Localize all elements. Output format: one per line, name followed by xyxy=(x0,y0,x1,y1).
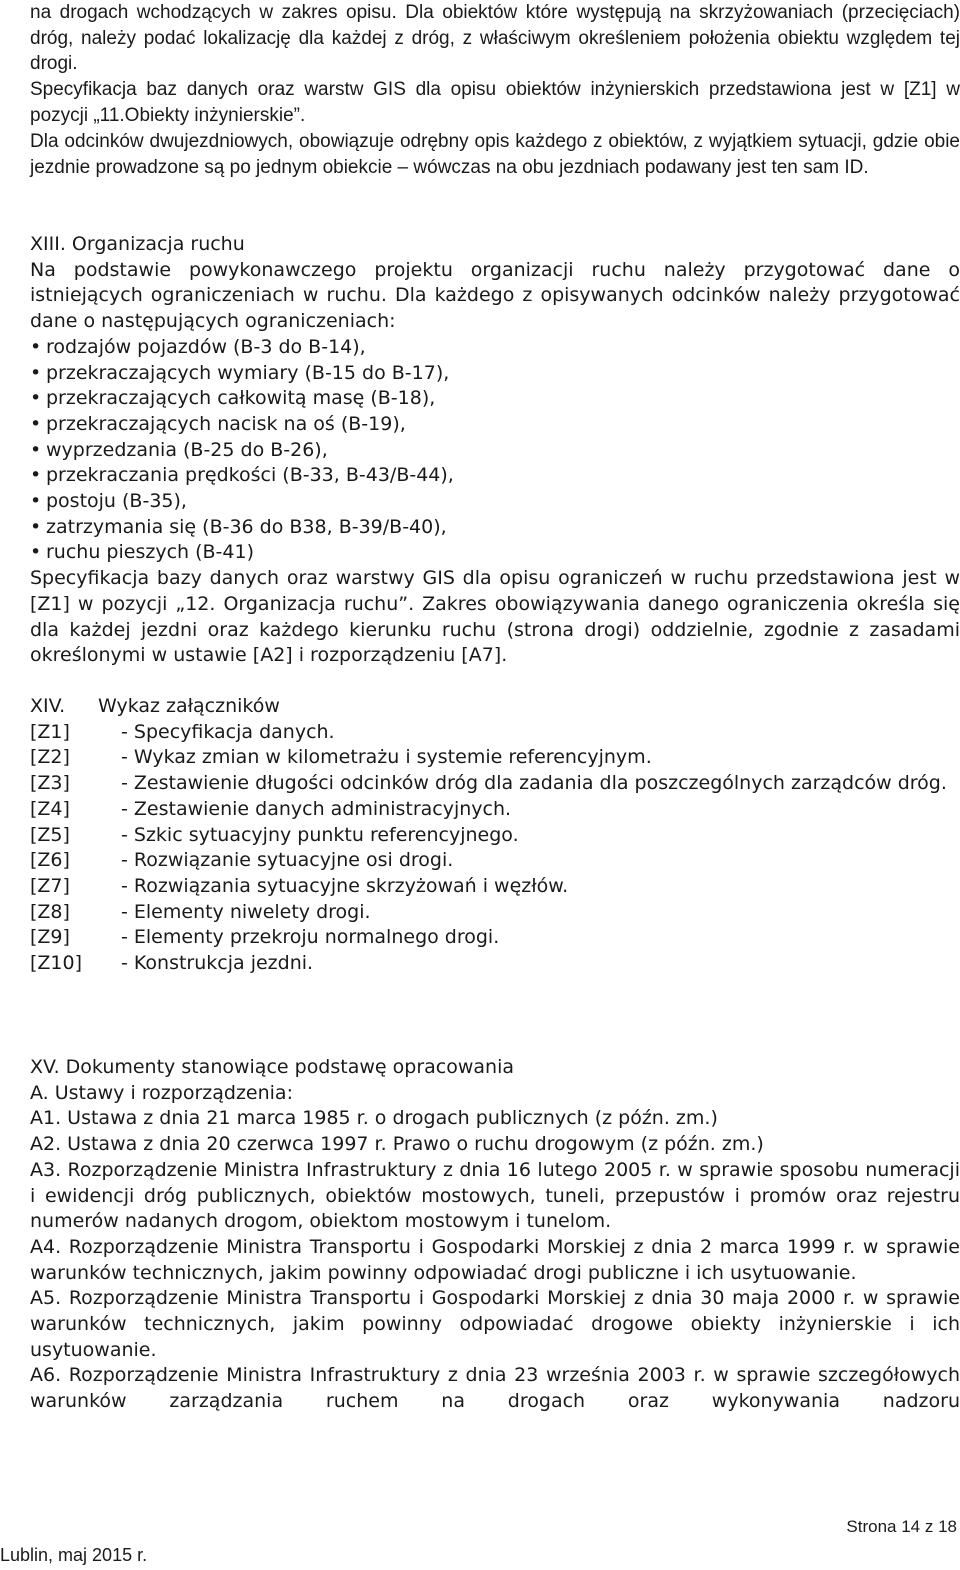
list-item: • ruchu pieszych (B-41) xyxy=(30,540,960,566)
attachment-text: - Szkic sytuacyjny punktu referencyjnego. xyxy=(121,823,519,846)
intro-paragraph-2: Specyfikacja baz danych oraz warstw GIS dla opisu obiektów inżynierskich przedstawiona jest w [Z1] w pozycji „11.Obiekty inżynierskie”. xyxy=(30,79,960,126)
section-xiii-heading: XIII. Organizacja ruchu xyxy=(30,233,245,255)
attachment-key: [Z1] xyxy=(30,720,70,743)
attachment-key: [Z2] xyxy=(30,746,70,769)
intro-paragraph-1: na drogach wchodzących w zakres opisu. Dla obiektów które występują na skrzyżowaniach (przecięciach) dróg, należy podać lokalizację dla każdej z dróg, z właściwym określeniem położenia obiektu względem tej drogi. xyxy=(30,2,960,75)
restriction-list xyxy=(30,335,960,566)
list-item: • przekraczających całkowitą masę (B-18), xyxy=(30,386,960,412)
list-item: • rodzajów pojazdów (B-3 do B-14), xyxy=(30,335,960,361)
section-xiv-heading xyxy=(30,694,960,720)
document-item: A6. Rozporządzenie Ministra Infrastruktury z dnia 23 września 2003 r. w sprawie szczegółowych warunków zarządzania ruchem na drogach oraz wykonywania nadzoru xyxy=(30,1364,960,1413)
attachment-text: - Zestawienie długości odcinków dróg dla zadania dla poszczególnych zarządców dróg. xyxy=(121,772,947,795)
attachment-text: - Konstrukcja jezdni. xyxy=(121,952,314,975)
attachment-key: [Z6] xyxy=(30,849,70,872)
attachment-item xyxy=(30,720,960,746)
attachment-item xyxy=(30,797,960,823)
section-xv-heading: XV. Dokumenty stanowiące podstawę opracowania xyxy=(30,1056,514,1078)
attachment-item xyxy=(30,951,960,977)
section-xiii xyxy=(30,232,960,669)
section-xiii-paragraph-2: Specyfikacja bazy danych oraz warstwy GIS dla opisu ograniczeń w ruchu przedstawiona jest w [Z1] w pozycji „12. Organizacja ruchu”. Zakres obowiązywania danego ograniczenia określa się dla każdej jezdni oraz każdego kierunku ruchu (strona drogi) oddzielnie, zgodnie z zasadami określonymi w ustawie [A2] i rozporządzeniu [A7]. xyxy=(30,567,960,667)
attachment-key: [Z8] xyxy=(30,900,70,923)
list-item: • postoju (B-35), xyxy=(30,489,960,515)
document-item: A5. Rozporządzenie Ministra Transportu i Gospodarki Morskiej z dnia 30 maja 2000 r. w sprawie warunków technicznych, jakim powinny odpowiadać drogowe obiekty inżynierskie i ich usytuowanie. xyxy=(30,1287,960,1361)
section-xiv-title: Wykaz załączników xyxy=(98,695,280,717)
attachment-item xyxy=(30,823,960,849)
attachment-item xyxy=(30,874,960,900)
list-item: • wyprzedzania (B-25 do B-26), xyxy=(30,438,960,464)
attachment-key: [Z4] xyxy=(30,797,70,820)
intro-paragraph-3: Dla odcinków dwujezdniowych, obowiązuje odrębny opis każdego z obiektów, z wyjątkiem sytuacji, gdzie obie jezdnie prowadzone są po jednym obiekcie – wówczas na obu jezdniach podawany jest ten sam ID. xyxy=(30,131,960,178)
attachment-text: - Specyfikacja danych. xyxy=(121,720,335,743)
section-xiv-number: XIV. xyxy=(30,695,66,717)
document-item: A3. Rozporządzenie Ministra Infrastruktury z dnia 16 lutego 2005 r. w sprawie sposobu numeracji i ewidencji dróg publicznych, obiektów mostowych, tuneli, przepustów i promów oraz rejestru numerów nadanych drogom, obiektom mostowym i tunelom. xyxy=(30,1158,960,1233)
page-number: Strona 14 z 18 xyxy=(846,1517,957,1536)
list-item: • przekraczania prędkości (B-33, B-43/B-44), xyxy=(30,463,960,489)
attachment-item xyxy=(30,745,960,771)
section-xiv xyxy=(30,694,960,977)
attachment-key: [Z10] xyxy=(30,952,83,975)
document-item: A4. Rozporządzenie Ministra Transportu i Gospodarki Morskiej z dnia 2 marca 1999 r. w sprawie warunków technicznych, jakim powinny odpowiadać drogi publiczne i ich usytuowanie. xyxy=(30,1235,960,1284)
attachment-key: [Z7] xyxy=(30,874,70,897)
attachment-key: [Z3] xyxy=(30,772,70,795)
list-item: • przekraczających nacisk na oś (B-19), xyxy=(30,412,960,438)
section-xv xyxy=(30,1055,960,1415)
footer-place-date: Lublin, maj 2015 r. xyxy=(0,1545,148,1565)
attachment-key: [Z9] xyxy=(30,926,70,949)
attachment-text: - Wykaz zmian w kilometrażu i systemie referencyjnym. xyxy=(121,746,652,769)
list-item: • przekraczających wymiary (B-15 do B-17), xyxy=(30,361,960,387)
attachment-text: - Zestawienie danych administracyjnych. xyxy=(121,797,512,820)
attachment-text: - Rozwiązania sytuacyjne skrzyżowań i węzłów. xyxy=(121,874,569,897)
attachment-text: - Elementy niwelety drogi. xyxy=(121,900,371,923)
attachment-text: - Rozwiązanie sytuacyjne osi drogi. xyxy=(121,849,454,872)
list-item: • zatrzymania się (B-36 do B38, B-39/B-40), xyxy=(30,515,960,541)
section-xiii-paragraph-1: Na podstawie powykonawczego projektu organizacji ruchu należy przygotować dane o istniejących ograniczeniach w ruchu. Dla każdego z opisywanych odcinków należy przygotować dane o następujących ograniczeniach: xyxy=(30,258,960,333)
attachment-item xyxy=(30,900,960,926)
document-item: A1. Ustawa z dnia 21 marca 1985 r. o drogach publicznych (z późn. zm.) xyxy=(30,1107,718,1130)
attachment-text: - Elementy przekroju normalnego drogi. xyxy=(121,926,500,949)
document-item: A2. Ustawa z dnia 20 czerwca 1997 r. Prawo o ruchu drogowym (z późn. zm.) xyxy=(30,1133,764,1156)
attachment-key: [Z5] xyxy=(30,823,70,846)
attachment-item xyxy=(30,771,960,797)
attachment-item xyxy=(30,925,960,951)
attachment-item xyxy=(30,848,960,874)
section-xv-subheading: A. Ustawy i rozporządzenia: xyxy=(30,1081,293,1104)
